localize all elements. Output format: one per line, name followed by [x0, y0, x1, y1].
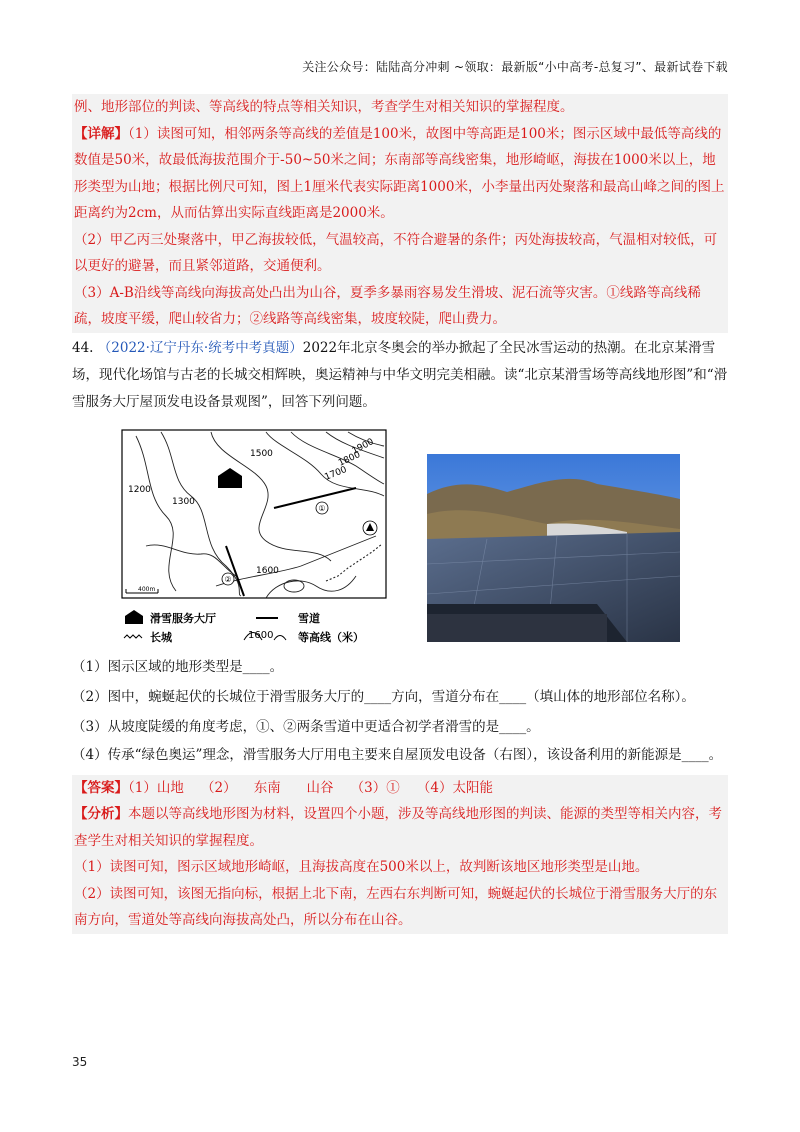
detail-tag: 【详解】 [74, 125, 128, 142]
question-text: 2022年北京冬奥会的举办掀起了全民冰雪运动的热潮。在北京某滑雪场，现代化场馆与古老的长城交相辉映，奥运精神与中华文明完美相融。读“北京某滑雪场等高线地形图”和“滑雪服务大厅屋顶发电设备景观图”，回答下列问题。 [72, 339, 728, 410]
detail-paragraph-3: （3）A-B沿线等高线向海拔高处凸出为山谷，夏季多暴雨容易发生滑坡、泥石流等灾害。①线路等高线稀疏，坡度平缓，爬山较省力；②线路等高线密集，坡度较陡，爬山费力。 [74, 284, 701, 327]
page-content [72, 94, 728, 934]
legend-hall-label: 滑雪服务大厅 [150, 611, 216, 625]
detail-text-1: （1）读图可知，相邻两条等高线的差值是100米，故图中等高距是100米；图示区域中最低等高线的数值是50米，故最低海拔范围介于-50~50米之间；东南部等高线密集，地形崎岖，海拔在1000米以上，地形类型为山地；根据比例尺可知，图上1厘米代表实际距离1000米，小李量出丙处聚落和最高山峰之间的图上距离约为2cm，从而估算出实际直线距离是2000米。 [74, 125, 725, 221]
answer-tag: 【答案】 [74, 779, 128, 796]
subquestion-4: （4）传承“绿色奥运”理念，滑雪服务大厅用电主要来自屋顶发电设备（右图），该设备利用的新能源是____。 [72, 746, 723, 763]
analysis-paragraph-1: （1）读图可知，图示区域地形崎岖，且海拔高度在500米以上，故判断该地区地形类型是山地。 [74, 859, 649, 875]
contour-label-1900: 1900 [350, 436, 376, 457]
subquestion-3: （3）从坡度陡缓的角度考虑，①、②两条雪道中更适合初学者滑雪的是____。 [72, 718, 540, 735]
page-number: 35 [72, 1055, 88, 1069]
legend-contour-label: 等高线（米） [298, 630, 364, 644]
legend-wall-icon [124, 635, 142, 638]
subquestion-1: （1）图示区域的地形类型是____。 [72, 658, 284, 675]
question-source: （2022·辽宁丹东·统考中考真题） [97, 339, 303, 356]
analysis-intro [74, 801, 726, 854]
page-header: 关注公众号：陆陆高分冲刺 ~领取：最新版“小中高考-总复习”、最新试卷下载 [302, 60, 728, 74]
legend-wall-label: 长城 [150, 630, 172, 644]
scale-label: 400m [138, 585, 156, 593]
answer-line [74, 775, 726, 802]
figures [72, 426, 728, 650]
contour-label-1300: 1300 [172, 496, 195, 507]
contour-label-1800: 1800 [337, 449, 363, 469]
legend-hall-icon [125, 610, 143, 624]
contour-label-1500: 1500 [250, 448, 273, 459]
answer-block [72, 775, 728, 934]
map-legend [124, 610, 364, 644]
previous-explanation-block [72, 94, 728, 333]
legend-contour-value: 1600 [248, 629, 274, 641]
subquestion-2: （2）图中，蜿蜒起伏的长城位于滑雪服务大厅的____方向，雪道分布在____（填山体的地形部位名称）。 [72, 688, 695, 705]
analysis-text: 本题以等高线地形图为材料，设置四个小题，涉及等高线地形图的判读、能源的类型等相关内容，考查学生对相关知识的掌握程度。 [74, 806, 722, 849]
analysis-paragraph-2: （2）读图可知，该图无指向标，根据上北下南，左西右东判断可知，蜿蜒起伏的长城位于滑雪服务大厅的东南方向，雪道处等高线向海拔高处凸，所以分布在山谷。 [74, 885, 718, 928]
contour-label-1200: 1200 [128, 484, 151, 495]
contour-label-1700: 1700 [323, 464, 349, 483]
contour-map [116, 426, 432, 648]
trail-1-label: ① [318, 503, 326, 513]
analysis-tag: 【分析】 [74, 806, 128, 822]
question-number: 44. [72, 339, 94, 356]
legend-contour-icon-2 [274, 635, 286, 640]
rooftop-solar-photo [427, 454, 680, 642]
contour-label-1600: 1600 [256, 565, 279, 576]
question-44 [72, 335, 728, 416]
detail-paragraph-2: （2）甲乙丙三处聚落中，甲乙海拔较低，气温较高，不符合避暑的条件；丙处海拔较高，气温相对较低，可以更好的避暑，而且紧邻道路，交通便利。 [74, 231, 718, 274]
answer-text: （1）山地 （2） 东南 山谷 （3）① （4）太阳能 [128, 779, 494, 796]
legend-trail-label: 雪道 [298, 611, 320, 625]
trail-2-label: ② [224, 574, 232, 584]
analysis-tail: 例、地形部位的判读、等高线的特点等相关知识，考查学生对相关知识的掌握程度。 [74, 99, 574, 115]
detail-paragraph-1 [74, 121, 726, 227]
